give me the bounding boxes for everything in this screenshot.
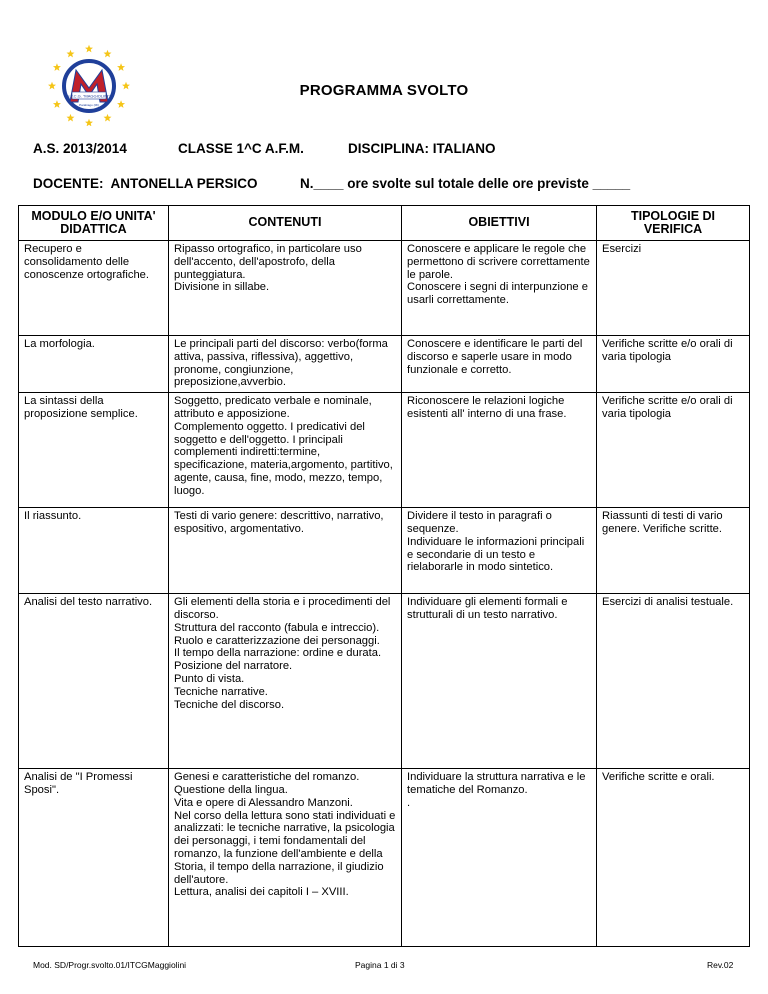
- cell-contenuti: [169, 769, 402, 947]
- logo-star-icon: [53, 63, 61, 71]
- cell-obiettivi: [402, 769, 597, 947]
- page-title: PROGRAMMA SVOLTO: [299, 82, 469, 99]
- table-row: [19, 241, 750, 336]
- cell-contenuti-line: Tecniche del discorso.: [174, 698, 285, 711]
- cell-obiettivi: [402, 241, 597, 336]
- cell-contenuti-line: Ripasso ortografico, in particolare uso dell'accento, dell'apostrofo, della punteggiatura.: [174, 243, 362, 281]
- col-header-obiettivi: OBIETTIVI: [402, 206, 597, 241]
- table-row: [19, 769, 750, 947]
- cell-modulo: La sintassi della proposizione semplice.: [19, 393, 169, 508]
- cell-verifica: Verifiche scritte e/o orali di varia tipologia: [597, 336, 750, 393]
- cell-obiettivi-line: Dividere il testo in paragrafi o sequenze.: [407, 510, 552, 535]
- logo-star-icon: [104, 114, 112, 122]
- table-row: [19, 336, 750, 393]
- table-row: [19, 594, 750, 769]
- teacher-label: DOCENTE: ANTONELLA PERSICO: [33, 176, 258, 191]
- table-row: [19, 508, 750, 594]
- cell-modulo: Recupero e consolidamento delle conoscenze ortografiche.: [19, 241, 169, 336]
- cell-obiettivi-line: Conoscere e applicare le regole che permettono di scrivere correttamente le parole.: [407, 243, 590, 281]
- cell-contenuti-line: Vita e opere di Alessandro Manzoni.: [174, 796, 353, 809]
- svg-text:Parabiago (MI): Parabiago (MI): [79, 103, 99, 107]
- table-row: [19, 393, 750, 508]
- cell-verifica: Riassunti di testi di vario genere. Verifiche scritte.: [597, 508, 750, 594]
- col-header-contenuti: CONTENUTI: [169, 206, 402, 241]
- cell-obiettivi-line: Individuare gli elementi formali e strutturali di un testo narrativo.: [407, 596, 568, 621]
- logo-star-icon: [67, 50, 75, 58]
- cell-contenuti-line: Punto di vista.: [174, 672, 245, 685]
- cell-obiettivi-line: Conoscere e identificare le parti del discorso e saperle usare in modo funzionale e corretto.: [407, 338, 583, 376]
- cell-contenuti-line: Le principali parti del discorso: verbo(forma attiva, passiva, riflessiva), aggettivo, pronome, congiunzione, preposizione,avverbio.: [174, 338, 388, 389]
- cell-contenuti-line: Lettura, analisi dei capitoli I – XVIII.: [174, 886, 349, 899]
- cell-modulo: La morfologia.: [19, 336, 169, 393]
- footer-module-code: Mod. SD/Progr.svolto.01/ITCGMaggiolini: [33, 960, 187, 970]
- cell-contenuti-line: Posizione del narratore.: [174, 660, 293, 673]
- logo-star-icon: [85, 45, 93, 53]
- cell-contenuti-line: Soggetto, predicato verbale e nominale, attributo e apposizione.: [174, 395, 372, 420]
- cell-verifica: Verifiche scritte e orali.: [597, 769, 750, 947]
- logo-star-icon: [117, 100, 125, 108]
- cell-contenuti-line: Struttura del racconto (fabula e intreccio).: [174, 621, 380, 634]
- hours-label: N.____ ore svolte sul totale delle ore previste _____: [300, 176, 631, 191]
- logo-star-icon: [104, 50, 112, 58]
- table-header-row: [19, 206, 750, 241]
- logo-star-icon: [67, 114, 75, 122]
- cell-obiettivi-line: .: [407, 796, 411, 809]
- cell-contenuti-line: Divisione in sillabe.: [174, 281, 270, 294]
- cell-contenuti: [169, 393, 402, 508]
- col-header-verifica: TIPOLOGIE DI VERIFICA: [597, 206, 750, 241]
- class-label: CLASSE 1^C A.F.M.: [178, 141, 304, 156]
- cell-contenuti-line: Complemento oggetto. I predicativi del soggetto e dell'oggetto. I principali complementi indiretti:termine, specificazione, materia,argomento, partitivo, agente, causa, fine, modo, mezzo, tempo, luogo.: [174, 420, 393, 497]
- cell-verifica: Esercizi di analisi testuale.: [597, 594, 750, 769]
- subject-label: DISCIPLINA: ITALIANO: [348, 141, 496, 156]
- cell-obiettivi: [402, 336, 597, 393]
- cell-modulo: Il riassunto.: [19, 508, 169, 594]
- svg-text:I.T.C.G. "MAGGIOLINI": I.T.C.G. "MAGGIOLINI": [68, 93, 110, 99]
- col-header-modulo: MODULO E/O UNITA' DIDATTICA: [19, 206, 169, 241]
- cell-contenuti-line: Il tempo della narrazione: ordine e durata.: [174, 647, 382, 660]
- cell-contenuti-line: Testi di vario genere: descrittivo, narrativo, espositivo, argomentativo.: [174, 510, 384, 535]
- cell-obiettivi-line: Individuare la struttura narrativa e le tematiche del Romanzo.: [407, 771, 586, 796]
- program-table: [18, 205, 750, 947]
- cell-contenuti: [169, 508, 402, 594]
- cell-obiettivi-line: Riconoscere le relazioni logiche esistenti all' interno di una frase.: [407, 395, 567, 420]
- school-year: A.S. 2013/2014: [33, 141, 127, 156]
- cell-contenuti: [169, 241, 402, 336]
- cell-obiettivi: [402, 594, 597, 769]
- cell-contenuti-line: Gli elementi della storia e i procedimenti del discorso.: [174, 596, 391, 621]
- cell-obiettivi: [402, 393, 597, 508]
- cell-modulo: Analisi de "I Promessi Sposi".: [19, 769, 169, 947]
- cell-verifica: Esercizi: [597, 241, 750, 336]
- cell-verifica: Verifiche scritte e/o orali di varia tipologia: [597, 393, 750, 508]
- footer-page-number: Pagina 1 di 3: [355, 960, 405, 970]
- cell-obiettivi-line: Conoscere i segni di interpunzione e usarli correttamente.: [407, 281, 588, 307]
- cell-contenuti: [169, 336, 402, 393]
- logo-star-icon: [117, 63, 125, 71]
- cell-contenuti-line: Tecniche narrative.: [174, 685, 268, 698]
- footer-revision: Rev.02: [707, 960, 734, 970]
- cell-obiettivi-line: Individuare le informazioni principali e secondarie di un testo e rielaborarle in modo sintetico.: [407, 535, 585, 574]
- logo-star-icon: [53, 100, 61, 108]
- cell-contenuti-line: Genesi e caratteristiche del romanzo. Questione della lingua.: [174, 771, 360, 796]
- cell-contenuti-line: Ruolo e caratterizzazione dei personaggi.: [174, 634, 380, 647]
- logo-star-icon: [85, 119, 93, 126]
- cell-contenuti: [169, 594, 402, 769]
- cell-obiettivi: [402, 508, 597, 594]
- cell-modulo: Analisi del testo narrativo.: [19, 594, 169, 769]
- cell-contenuti-line: Nel corso della lettura sono stati individuati e analizzati: le tecniche narrative, la psicologia dei personaggi, i temi fondamentali del romanzo, la funzione dell'ambiente e della Storia, il tempo della narrazione, il giudizio dell'autore.: [174, 809, 396, 886]
